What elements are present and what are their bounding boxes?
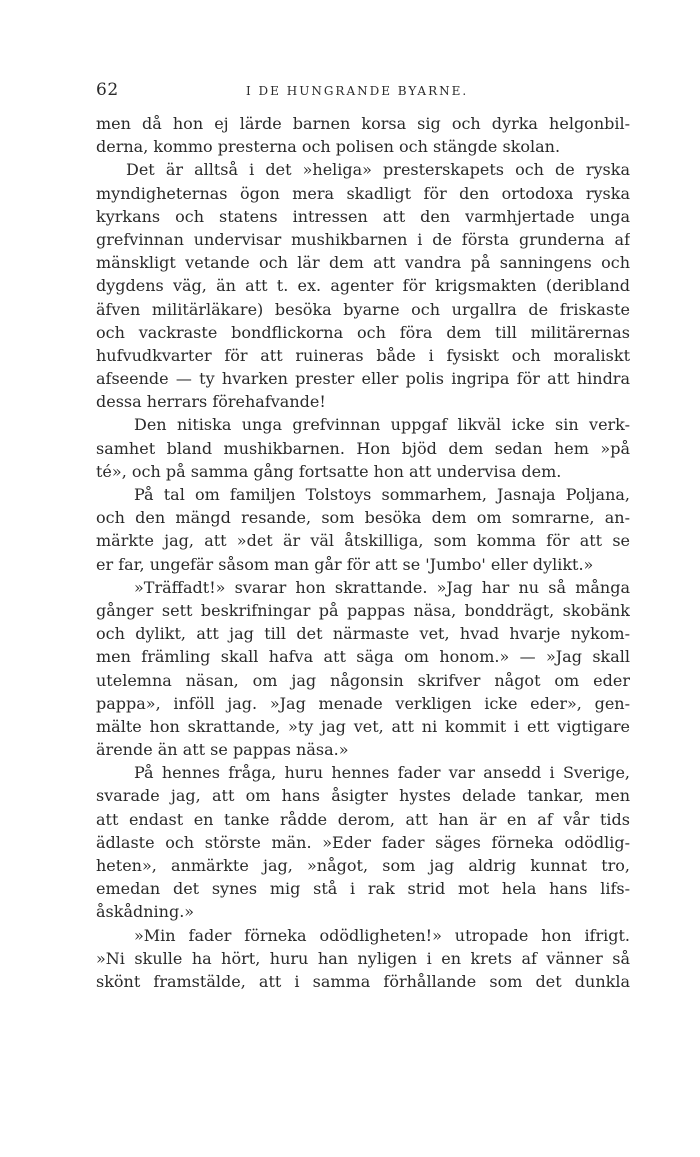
text-line: heten», anmärkte jag, »något, som jag aldrig kunnat tro,	[96, 856, 630, 875]
book-page	[96, 80, 630, 993]
text-line: mänskligt vetande och lär dem att vandra på sanningens och	[96, 253, 630, 273]
text-line: »Ni skulle ha hört, huru han nyligen i en krets af vänner så	[96, 948, 630, 968]
text-line: grefvinnan undervisar mushikbarnen i de första grunderna af	[96, 229, 630, 249]
text-line: derna, kommo presterna och polisen och stängde skolan.	[96, 137, 561, 157]
text-line: kyrkans och statens intressen att den varmhjertade unga	[96, 206, 630, 226]
text-line: att endast en tanke rådde derom, att han är en af vår tids	[96, 809, 630, 829]
text-line: emedan det synes mig stå i rak strid mot hela hans lifs-	[96, 879, 630, 899]
text-line: På hennes fråga, huru hennes fader var ansedd i Sverige,	[134, 763, 630, 783]
text-line: ädlaste och störste män. »Eder fader säges förneka odödlig-	[96, 832, 630, 852]
text-line: men främling skall hafva att säga om honom.» — »Jag skall	[96, 647, 630, 667]
text-line: pappa», inföll jag. »Jag menade verkligen icke eder», gen-	[96, 693, 630, 713]
text-line: »Träffadt!» svarar hon skrattande. »Jag har nu så många	[134, 577, 630, 597]
running-head: I DE HUNGRANDE BYARNE.	[246, 84, 469, 98]
text-line: er far, ungefär såsom man går för att se 'Jumbo' eller dylikt.»	[96, 554, 594, 574]
text-line: myndigheternas ögon mera skadligt för den ortodoxa ryska	[96, 183, 630, 203]
text-line: hufvudkvarter för att ruineras både i fysiskt och moraliskt	[96, 345, 630, 365]
text-line: té», och på samma gång fortsatte hon att undervisa dem.	[96, 461, 562, 481]
text-line: svarade jag, att om hans åsigter hystes delade tankar, men	[96, 786, 630, 806]
text-line: skönt framstälde, att i samma förhållande som det dunkla	[96, 971, 630, 991]
text-line: och vackraste bondflickorna och föra dem till militärernas	[96, 322, 630, 342]
text-line: åskådning.»	[96, 902, 195, 922]
text-line: äfven militärläkare) besöka byarne och urgallra de friskaste	[96, 299, 630, 319]
text-line: dessa herrars förehafvande!	[96, 392, 326, 412]
text-line: och dylikt, att jag till det närmaste vet, hvad hvarje nykom-	[96, 624, 630, 644]
text-line: utelemna näsan, om jag någonsin skrifver något om eder	[96, 670, 630, 690]
text-line: och den mängd resande, som besöka dem om somrarne, an-	[96, 508, 630, 528]
body-text	[96, 112, 630, 993]
text-line: afseende — ty hvarken prester eller polis ingripa för att hindra	[96, 369, 630, 389]
text-line: Det är alltså i det »heliga» presterskapets och de ryska	[126, 160, 630, 180]
text-line: mälte hon skrattande, »ty jag vet, att ni kommit i ett vigtigare	[96, 716, 630, 736]
text-line: dygdens väg, än att t. ex. agenter för krigsmakten (deribland	[96, 276, 630, 296]
page-header	[96, 80, 630, 112]
text-line: ärende än att se pappas näsa.»	[96, 740, 349, 760]
page-number: 62	[96, 80, 119, 100]
text-line: gånger sett beskrifningar på pappas näsa, bonddrägt, skobänk	[96, 600, 630, 620]
text-line: samhet bland mushikbarnen. Hon bjöd dem sedan hem »på	[96, 438, 630, 458]
text-line: men då hon ej lärde barnen korsa sig och dyrka helgonbil-	[96, 114, 630, 133]
text-line: Den nitiska unga grefvinnan uppgaf likväl icke sin verk-	[134, 415, 630, 435]
text-line: märkte jag, att »det är väl åtskilliga, som komma för att se	[96, 531, 630, 551]
text-line: »Min fader förneka odödligheten!» utropade hon ifrigt.	[134, 925, 630, 945]
text-line: På tal om familjen Tolstoys sommarhem, Jasnaja Poljana,	[134, 485, 630, 504]
